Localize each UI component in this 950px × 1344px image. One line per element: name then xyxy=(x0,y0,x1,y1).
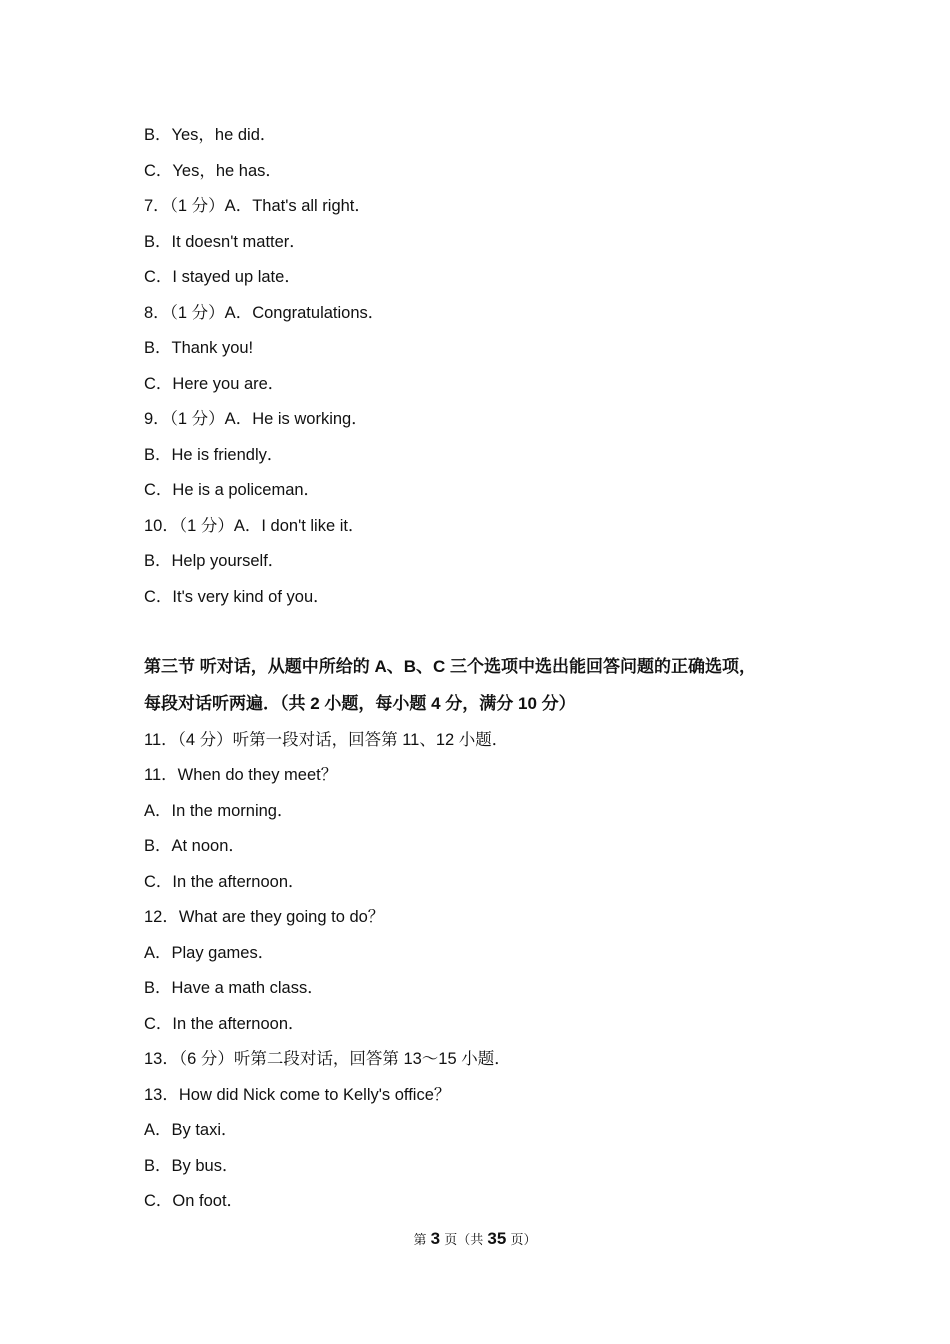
instruction-line: 13．（6 分）听第二段对话，回答第 13～15 小题． xyxy=(144,1050,511,1068)
option-line: C．In the afternoon． xyxy=(144,1015,305,1033)
option-line: B．At noon． xyxy=(144,837,245,855)
question-line: 8．（1 分）A．Congratulations． xyxy=(144,304,385,322)
option-line: B．He is friendly． xyxy=(144,446,284,464)
section-heading-line-1: 第三节 听对话，从题中所给的 A、B、C 三个选项中选出能回答问题的正确选项， xyxy=(144,657,756,676)
footer-middle: 页（共 xyxy=(440,1233,488,1248)
footer-suffix: 页） xyxy=(506,1233,537,1248)
option-line: C．I stayed up late． xyxy=(144,268,301,286)
question-line: 9．（1 分）A．He is working． xyxy=(144,410,368,428)
option-line: A．By taxi． xyxy=(144,1121,238,1139)
option-line: B．It doesn't matter． xyxy=(144,233,306,251)
question-line: 12．What are they going to do？ xyxy=(144,908,385,926)
option-line: B．Thank you! xyxy=(144,339,254,357)
option-line: C．It's very kind of you． xyxy=(144,588,330,606)
total-pages-number: 35 xyxy=(487,1229,507,1248)
question-line: 10．（1 分）A．I don't like it． xyxy=(144,517,365,535)
option-line: B．By bus． xyxy=(144,1157,239,1175)
question-line: 7．（1 分）A．That's all right． xyxy=(144,197,371,215)
question-line: 13．How did Nick come to Kelly's office？ xyxy=(144,1086,451,1104)
section-heading-line-2: 每段对话听两遍．（共 2 小题，每小题 4 分，满分 10 分） xyxy=(144,694,576,713)
option-line: B．Yes，he did． xyxy=(144,126,277,144)
instruction-line: 11．（4 分）听第一段对话，回答第 11、12 小题． xyxy=(144,731,509,749)
option-line: C．Yes，he has． xyxy=(144,162,282,180)
option-line: A．Play games． xyxy=(144,944,275,962)
page-footer xyxy=(0,1228,950,1252)
option-line: B．Have a math class． xyxy=(144,979,324,997)
option-line: C．In the afternoon． xyxy=(144,873,305,891)
option-line: B．Help yourself． xyxy=(144,552,285,570)
question-line: 11．When do they meet？ xyxy=(144,766,338,784)
option-line: C．On foot． xyxy=(144,1192,244,1210)
option-line: C．Here you are． xyxy=(144,375,285,393)
footer-prefix: 第 xyxy=(413,1233,431,1248)
current-page-number: 3 xyxy=(430,1229,441,1248)
option-line: A．In the morning． xyxy=(144,802,294,820)
option-line: C．He is a policeman． xyxy=(144,481,321,499)
